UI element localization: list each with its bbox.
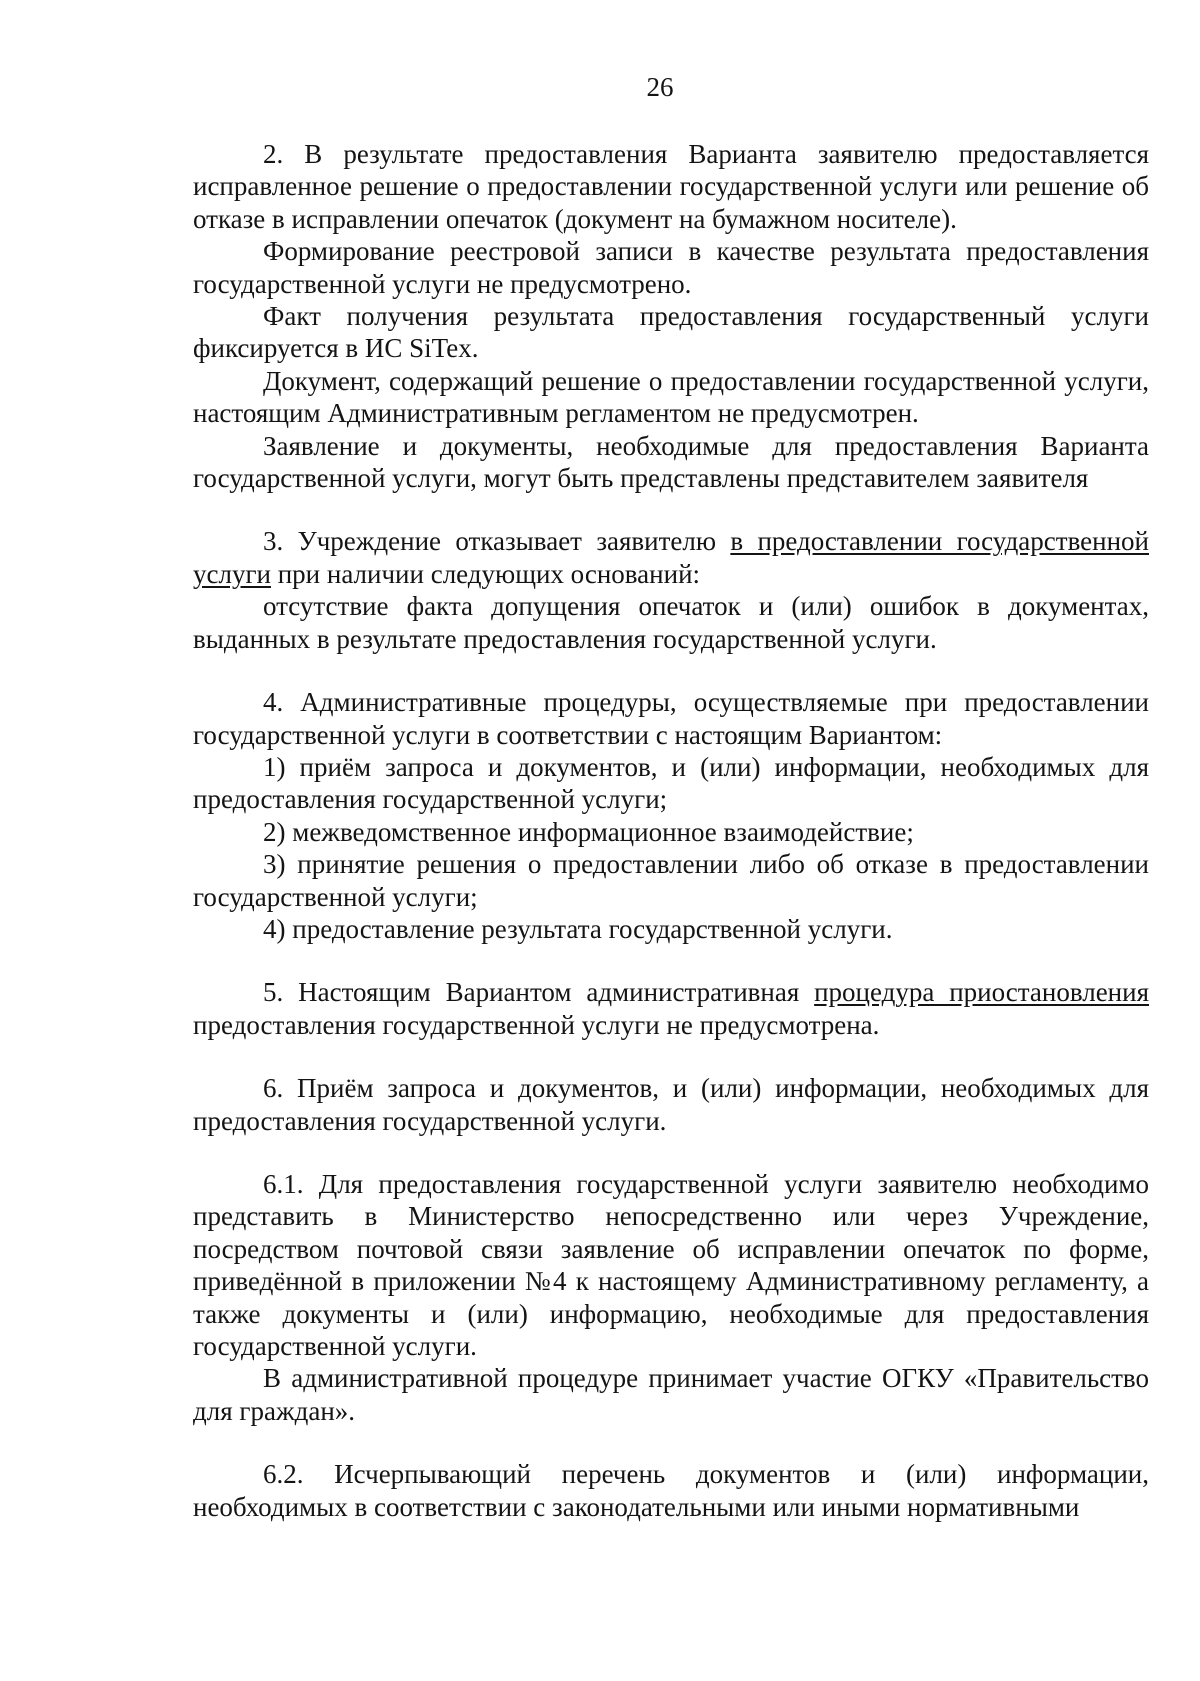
- paragraph-item-6-1-submission: 6.1. Для предоставления государственной услуги заявителю необходимо представить в Министерство непосредственно или через Учреждение, посредством почтовой связи заявление об исправлении опечаток по форме, приведённой в приложении №4 к настоящему Административному регламенту, а также документы и (или) информацию, необходимые для предоставления государственной услуги.: [193, 1168, 1149, 1361]
- page-number: 26: [646, 72, 674, 102]
- list-item-procedure-4: 4) предоставление результата государственной услуги.: [263, 913, 893, 944]
- paragraph-decision-document: Документ, содержащий решение о предоставлении государственной услуги, настоящим Административным регламентом не предусмотрен.: [193, 365, 1149, 429]
- refusal-underlined-phrase: в предоставлении государственной услуги: [193, 526, 1149, 589]
- paragraph-item-4-procedures: 4. Административные процедуры, осуществляемые при предоставлении государственной услуги в соответствии с настоящим Вариантом:: [193, 687, 1149, 750]
- suspension-text-end: предоставления государственной услуги не предусмотрена.: [193, 1009, 880, 1040]
- paragraph-item-2-result: 2. В результате предоставления Варианта заявителю предоставляется исправленное решение о предоставлении государственной услуги или решение об отказе в исправлении опечаток (документ на бумажном носителе).: [193, 139, 1149, 234]
- paragraph-representative: Заявление и документы, необходимые для предоставления Варианта государственной услуги, могут быть представлены представителем заявителя: [193, 430, 1149, 494]
- suspension-underlined-phrase: процедура приостановления: [814, 977, 1149, 1008]
- list-item-procedure-3: 3) принятие решения о предоставлении либо об отказе в предоставлении государственной услуги;: [193, 849, 1149, 912]
- refusal-text-start: 3. Учреждение отказывает заявителю: [263, 526, 731, 557]
- paragraph-result-fixation: Факт получения результата предоставления государственный услуги фиксируется в ИС SiTex.: [193, 301, 1149, 364]
- paragraph-item-3-refusal: [193, 525, 1149, 590]
- list-item-procedure-1: 1) приём запроса и документов, и (или) информации, необходимых для предоставления государственной услуги;: [193, 751, 1149, 815]
- paragraph-refusal-ground: отсутствие факта допущения опечаток и (или) ошибок в документах, выданных в результате предоставления государственной услуги.: [193, 591, 1149, 654]
- document-body: [193, 138, 1149, 1523]
- refusal-text-end: при наличии следующих оснований:: [270, 558, 701, 589]
- list-item-procedure-2: 2) межведомственное информационное взаимодействие;: [263, 816, 914, 847]
- paragraph-item-5-suspension: [193, 976, 1149, 1041]
- paragraph-item-6-reception: 6. Приём запроса и документов, и (или) информации, необходимых для предоставления государственной услуги.: [193, 1073, 1149, 1136]
- suspension-text-start: 5. Настоящим Вариантом административная: [263, 977, 815, 1008]
- paragraph-registry-record: Формирование реестровой записи в качестве результата предоставления государственной услуги не предусмотрено.: [193, 236, 1149, 299]
- paragraph-item-6-2-documents: 6.2. Исчерпывающий перечень документов и (или) информации, необходимых в соответствии с законодательными или иными нормативными: [193, 1459, 1149, 1522]
- paragraph-ogku-participation: В административной процедуре принимает участие ОГКУ «Правительство для граждан».: [193, 1363, 1149, 1426]
